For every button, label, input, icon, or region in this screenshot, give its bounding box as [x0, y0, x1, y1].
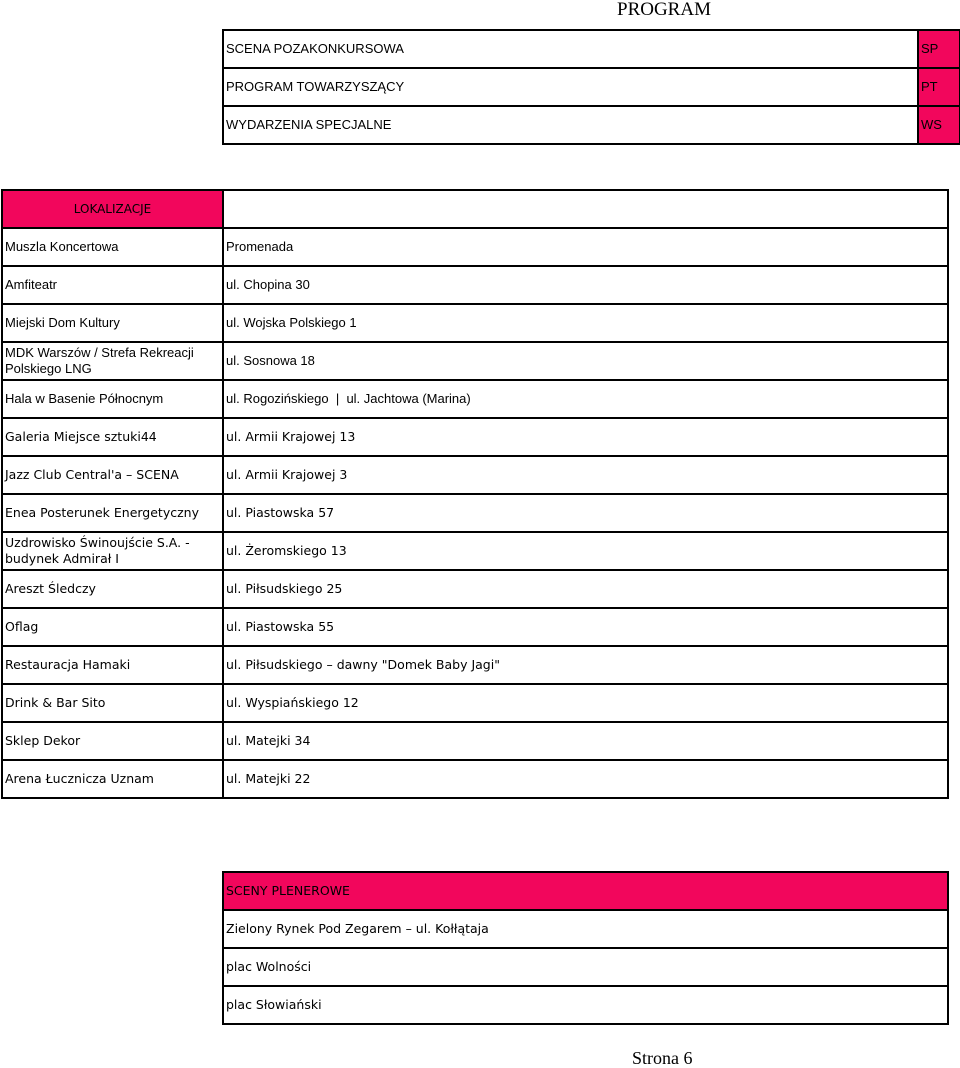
location-name: MDK Warszów / Strefa Rekreacji Polskiego LNG	[2, 342, 223, 380]
page-number: Strona 6	[632, 1048, 693, 1068]
outdoor-header-row	[223, 872, 948, 910]
location-address: ul. Matejki 34	[223, 722, 948, 760]
legend-row	[223, 30, 960, 68]
location-address: ul. Matejki 22	[223, 760, 948, 798]
table-row	[2, 760, 948, 798]
legend-label: PROGRAM TOWARZYSZĄCY	[223, 68, 918, 106]
locations-header: LOKALIZACJE	[2, 190, 223, 228]
empty-cell	[223, 190, 948, 228]
location-name: Arena Łucznicza Uznam	[2, 760, 223, 798]
location-name: Hala w Basenie Północnym	[2, 380, 223, 418]
table-row	[2, 722, 948, 760]
location-address: ul. Żeromskiego 13	[223, 532, 948, 570]
location-name: Areszt Śledczy	[2, 570, 223, 608]
legend-label: WYDARZENIA SPECJALNE	[223, 106, 918, 144]
legend-code: SP	[918, 30, 960, 68]
location-address: ul. Wojska Polskiego 1	[223, 304, 948, 342]
location-address: ul. Armii Krajowej 13	[223, 418, 948, 456]
table-row	[2, 532, 948, 570]
location-name: Drink & Bar Sito	[2, 684, 223, 722]
location-address: ul. Armii Krajowej 3	[223, 456, 948, 494]
table-row	[2, 570, 948, 608]
location-name: Muszla Koncertowa	[2, 228, 223, 266]
outdoor-location: Zielony Rynek Pod Zegarem – ul. Kołłątaja	[223, 910, 948, 948]
location-address: ul. Piłsudskiego 25	[223, 570, 948, 608]
location-address: ul. Chopina 30	[223, 266, 948, 304]
location-name: Uzdrowisko Świnoujście S.A. - budynek Admirał I	[2, 532, 223, 570]
legend-code: WS	[918, 106, 960, 144]
outdoor-location: plac Wolności	[223, 948, 948, 986]
table-row	[2, 646, 948, 684]
location-name: Sklep Dekor	[2, 722, 223, 760]
locations-table	[1, 189, 949, 799]
locations-header-row	[2, 190, 948, 228]
location-name: Galeria Miejsce sztuki44	[2, 418, 223, 456]
table-row	[2, 304, 948, 342]
legend-label: SCENA POZAKONKURSOWA	[223, 30, 918, 68]
location-address: ul. Sosnowa 18	[223, 342, 948, 380]
location-address: ul. Piastowska 55	[223, 608, 948, 646]
table-row	[223, 948, 948, 986]
page-title: PROGRAM	[617, 0, 711, 20]
outdoor-location: plac Słowiański	[223, 986, 948, 1024]
table-row	[2, 456, 948, 494]
table-row	[2, 228, 948, 266]
table-row	[2, 342, 948, 380]
location-name: Oflag	[2, 608, 223, 646]
table-row	[2, 684, 948, 722]
table-row	[2, 418, 948, 456]
location-address: ul. Rogozińskiego | ul. Jachtowa (Marina)	[223, 380, 948, 418]
location-name: Restauracja Hamaki	[2, 646, 223, 684]
location-address: ul. Wyspiańskiego 12	[223, 684, 948, 722]
table-row	[223, 910, 948, 948]
outdoor-stages-table	[222, 871, 949, 1025]
legend-row	[223, 106, 960, 144]
location-name: Amfiteatr	[2, 266, 223, 304]
table-row	[223, 986, 948, 1024]
location-address: ul. Piastowska 57	[223, 494, 948, 532]
table-row	[2, 608, 948, 646]
table-row	[2, 494, 948, 532]
table-row	[2, 266, 948, 304]
location-name: Jazz Club Central'a – SCENA	[2, 456, 223, 494]
location-name: Miejski Dom Kultury	[2, 304, 223, 342]
location-name: Enea Posterunek Energetyczny	[2, 494, 223, 532]
location-address: Promenada	[223, 228, 948, 266]
legend-table	[222, 29, 960, 145]
outdoor-header: SCENY PLENEROWE	[223, 872, 948, 910]
location-address: ul. Piłsudskiego – dawny "Domek Baby Jagi"	[223, 646, 948, 684]
table-row	[2, 380, 948, 418]
legend-code: PT	[918, 68, 960, 106]
legend-row	[223, 68, 960, 106]
